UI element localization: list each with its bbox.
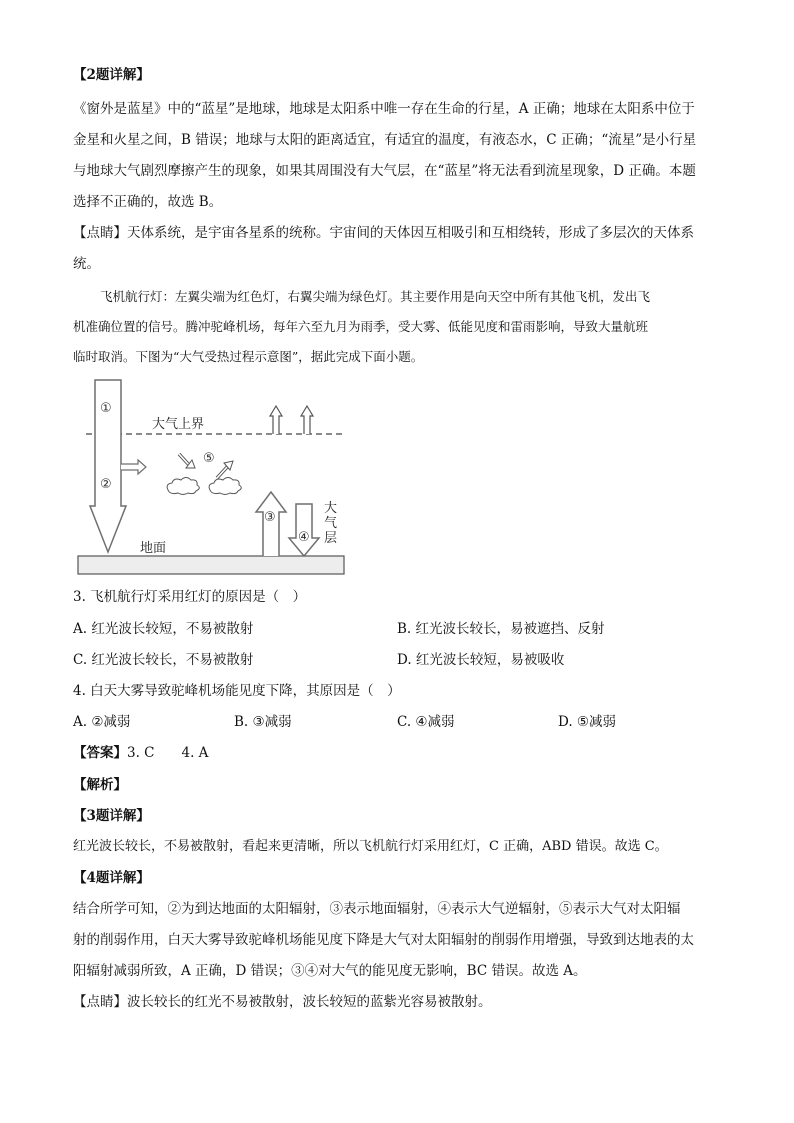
mark-5: ⑤ bbox=[203, 451, 215, 466]
q2-heading: 【2题详解】 bbox=[73, 67, 150, 83]
label-upper-boundary: 大气上界 bbox=[152, 417, 205, 432]
mark-1: ① bbox=[100, 401, 112, 416]
q2-line-1: 《窗外是蓝星》中的“蓝星”是地球，地球是太阳系中唯一存在生命的行星，A 正确；地球在太阳系中位于 bbox=[73, 101, 695, 117]
label-atmosphere-2: 气 bbox=[324, 516, 338, 531]
q2-line-3: 与地球大气剧烈摩擦产生的现象，如果其周围没有大气层，在“蓝星”将无法看到流星现象，D 正确。本题 bbox=[73, 163, 696, 179]
q4-option-c: C. ④减弱 bbox=[397, 714, 455, 730]
q2-line-2: 金星和火星之间，B 错误；地球与太阳的距离适宜，有适宜的温度，有液态水，C 正确；“流星”是小行星 bbox=[73, 132, 697, 148]
passage-line-2: 机准确位置的信号。腾冲驼峰机场，每年六至九月为雨季，受大雾、低能见度和雷雨影响，导致大量航班 bbox=[73, 319, 649, 334]
q3-option-d: D. 红光波长较短，易被吸收 bbox=[397, 652, 565, 668]
label-atmosphere-3: 层 bbox=[324, 531, 338, 546]
atmosphere-heating-diagram bbox=[70, 374, 350, 580]
escape-arrow-1 bbox=[270, 406, 282, 434]
q4-stem: 4. 白天大雾导致驼峰机场能见度下降，其原因是（ ） bbox=[73, 683, 401, 699]
q4-detail-heading: 【4题详解】 bbox=[73, 870, 150, 886]
branch-reflection-arrow bbox=[121, 460, 146, 474]
q3-detail-heading: 【3题详解】 bbox=[73, 808, 150, 824]
q3-stem: 3. 飞机航行灯采用红灯的原因是（ ） bbox=[73, 589, 307, 605]
q4-detail-line-3: 阳辐射减弱所致，A 正确，D 错误；③④对大气的能见度无影响，BC 错误。故选 A。 bbox=[73, 963, 587, 979]
q4-detail-line-2: 射的削弱作用，白天大雾导致驼峰机场能见度下降是大气对太阳辐射的削弱作用增强，导致到达地表的太 bbox=[73, 932, 694, 948]
q2-tip-line-2: 统。 bbox=[73, 256, 100, 272]
answer-text: 3. C 4. A bbox=[127, 745, 209, 761]
ground-bar bbox=[78, 556, 344, 574]
q4-option-a: A. ②减弱 bbox=[73, 714, 131, 730]
q2-line-4: 选择不正确的，故选 B。 bbox=[73, 194, 223, 210]
q3-option-a: A. 红光波长较短，不易被散射 bbox=[73, 621, 254, 637]
cloud-left-icon bbox=[167, 478, 199, 495]
q4-option-b: B. ③减弱 bbox=[234, 714, 292, 730]
mark-3: ③ bbox=[264, 510, 276, 525]
mark-2: ② bbox=[100, 477, 112, 492]
answer-label: 【答案】 bbox=[73, 745, 127, 761]
q4-option-d: D. ⑤减弱 bbox=[558, 714, 617, 730]
q4-detail-line-1: 结合所学可知，②为到达地面的太阳辐射，③表示地面辐射，④表示大气逆辐射，⑤表示大气对太阳辐 bbox=[73, 901, 681, 917]
q3-detail-line: 红光波长较长，不易被散射，看起来更清晰，所以飞机航行灯采用红灯，C 正确，ABD 错误。故选 C。 bbox=[73, 839, 668, 854]
q2-tip-line-1: 【点睛】天体系统，是宇宙各星系的统称。宇宙间的天体因互相吸引和互相绕转，形成了多层次的天体系 bbox=[73, 225, 694, 241]
passage-line-1: 飞机航行灯：左翼尖端为红色灯，右翼尖端为绿色灯。其主要作用是向天空中所有其他飞机，发出飞 bbox=[100, 289, 651, 304]
passage-line-3: 临时取消。下图为“大气受热过程示意图”，据此完成下面小题。 bbox=[73, 349, 424, 364]
label-ground: 地面 bbox=[140, 541, 167, 556]
escape-arrow-2 bbox=[301, 406, 313, 434]
analysis-label: 【解析】 bbox=[73, 777, 127, 793]
q3-option-b: B. 红光波长较长，易被遮挡、反射 bbox=[397, 621, 605, 637]
q3-option-c: C. 红光波长较长，不易被散射 bbox=[73, 652, 254, 668]
answer-line bbox=[73, 744, 208, 762]
mark-4: ④ bbox=[298, 530, 310, 545]
cloud-right-icon bbox=[209, 478, 241, 495]
final-tip: 【点睛】波长较长的红光不易被散射，波长较短的蓝紫光容易被散射。 bbox=[73, 994, 492, 1010]
label-atmosphere-1: 大 bbox=[324, 501, 338, 516]
